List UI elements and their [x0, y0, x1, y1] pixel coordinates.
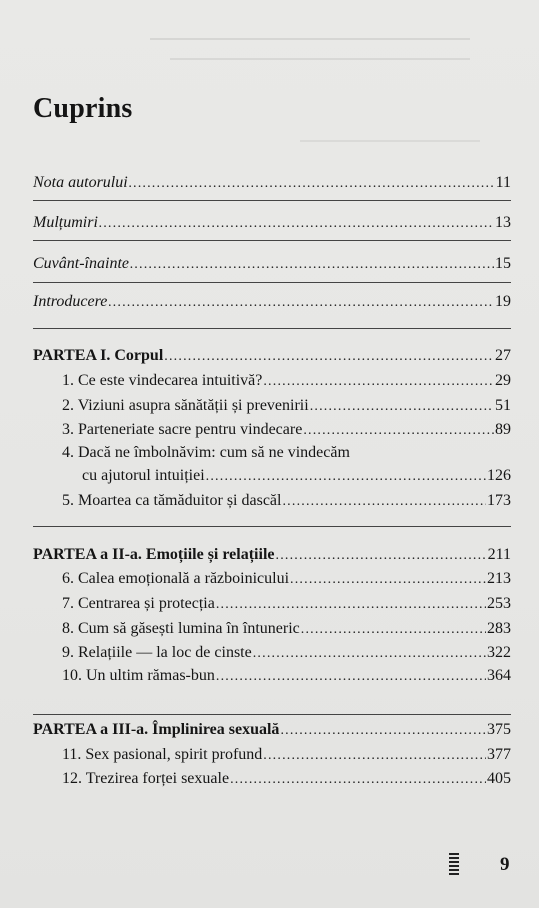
toc-part-2 [33, 545, 511, 566]
toc-chapter-page: 51 [495, 397, 511, 414]
toc-chapter-2 [62, 396, 511, 417]
folio-ornament [449, 853, 459, 875]
leader-dots [216, 595, 486, 615]
toc-chapter-label: 6. Calea emoțională a războinicului [62, 570, 290, 587]
toc-chapter-11 [62, 745, 511, 766]
toc-chapter-page: 322 [487, 644, 511, 661]
toc-part-label: PARTEA a II-a. Emoțiile și relațiile [33, 546, 275, 563]
leader-dots [129, 174, 495, 194]
toc-entry-label: Introducere [33, 293, 108, 310]
page-number: 9 [500, 854, 510, 875]
toc-part-3 [33, 720, 511, 741]
leader-dots [230, 770, 486, 790]
leader-dots [253, 644, 486, 664]
toc-part-page: 375 [487, 721, 511, 738]
divider-rule [33, 282, 511, 283]
toc-entry-label: Cuvânt-înainte [33, 255, 129, 272]
leader-dots [99, 214, 494, 234]
toc-chapter-4 [82, 466, 511, 487]
toc-chapter-label: 3. Parteneriate sacre pentru vindecare [62, 421, 303, 438]
toc-entry-page: 13 [495, 214, 511, 231]
toc-chapter-page: 29 [495, 372, 511, 389]
toc-entry-foreword [33, 254, 511, 275]
toc-part-page: 27 [495, 347, 511, 364]
bleed-through-line [150, 38, 470, 40]
toc-chapter-label: 8. Cum să găsești lumina în întuneric [62, 620, 300, 637]
divider-rule [33, 526, 511, 527]
toc-entry-label: Mulțumiri [33, 214, 98, 231]
toc-chapter-page: 89 [495, 421, 511, 438]
toc-chapter-label: 2. Viziuni asupra sănătății și prevenirii [62, 397, 309, 414]
page-title: Cuprins [33, 93, 133, 124]
leader-dots [164, 347, 494, 367]
toc-entry-page: 19 [495, 293, 511, 310]
toc-chapter-1 [62, 371, 511, 392]
toc-part-label: PARTEA a III-a. Împlinirea sexuală [33, 721, 280, 738]
divider-rule [33, 714, 511, 715]
toc-chapter-page: 364 [487, 667, 511, 684]
toc-chapter-label: 9. Relațiile — la loc de cinste [62, 644, 252, 661]
toc-chapter-9 [62, 643, 511, 664]
toc-chapter-3 [62, 420, 511, 441]
leader-dots [282, 492, 486, 512]
toc-chapter-label: 5. Moartea ca tămăduitor și dascăl [62, 492, 282, 509]
toc-chapter-6 [62, 569, 511, 590]
toc-entry-introduction [33, 292, 511, 313]
leader-dots [263, 372, 494, 392]
leader-dots [310, 397, 494, 417]
toc-chapter-page: 253 [487, 595, 511, 612]
leader-dots [301, 620, 486, 640]
bleed-through-line [170, 58, 470, 60]
leader-dots [280, 721, 486, 741]
toc-chapter-label: 1. Ce este vindecarea intuitivă? [62, 372, 263, 389]
toc-chapter-label: cu ajutorul intuiției [82, 467, 205, 484]
toc-chapter-label: 10. Un ultim rămas-bun [62, 667, 215, 684]
toc-chapter-page: 126 [487, 467, 511, 484]
leader-dots [290, 570, 486, 590]
toc-entry-label: Nota autorului [33, 174, 128, 191]
leader-dots [130, 255, 494, 275]
toc-chapter-5 [62, 491, 511, 512]
toc-entry-page: 15 [495, 255, 511, 272]
toc-chapter-label: 11. Sex pasional, spirit profund [62, 746, 263, 763]
toc-part-label: PARTEA I. Corpul [33, 347, 164, 364]
leader-dots [206, 467, 486, 487]
toc-chapter-8 [62, 619, 511, 640]
toc-entry-author-note [33, 173, 511, 194]
toc-part-1 [33, 346, 511, 367]
toc-chapter-page: 377 [487, 746, 511, 763]
leader-dots [108, 293, 494, 313]
toc-chapter-7 [62, 594, 511, 615]
toc-chapter-4-line-1: 4. Dacă ne îmbolnăvim: cum să ne vindecăm [62, 444, 350, 461]
leader-dots [303, 421, 494, 441]
toc-chapter-10 [62, 666, 511, 687]
toc-chapter-label: 12. Trezirea forței sexuale [62, 770, 230, 787]
divider-rule [33, 240, 511, 241]
toc-entry-page: 11 [495, 174, 511, 191]
bleed-through-line [300, 140, 480, 142]
toc-part-page: 211 [487, 546, 511, 563]
leader-dots [216, 667, 486, 687]
leader-dots [263, 746, 486, 766]
divider-rule [33, 200, 511, 201]
toc-chapter-page: 213 [487, 570, 511, 587]
toc-chapter-page: 283 [487, 620, 511, 637]
toc-chapter-12 [62, 769, 511, 790]
divider-rule [33, 328, 511, 329]
toc-chapter-label: 7. Centrarea și protecția [62, 595, 215, 612]
toc-chapter-page: 173 [487, 492, 511, 509]
toc-entry-thanks [33, 213, 511, 234]
toc-chapter-page: 405 [487, 770, 511, 787]
leader-dots [276, 546, 487, 566]
